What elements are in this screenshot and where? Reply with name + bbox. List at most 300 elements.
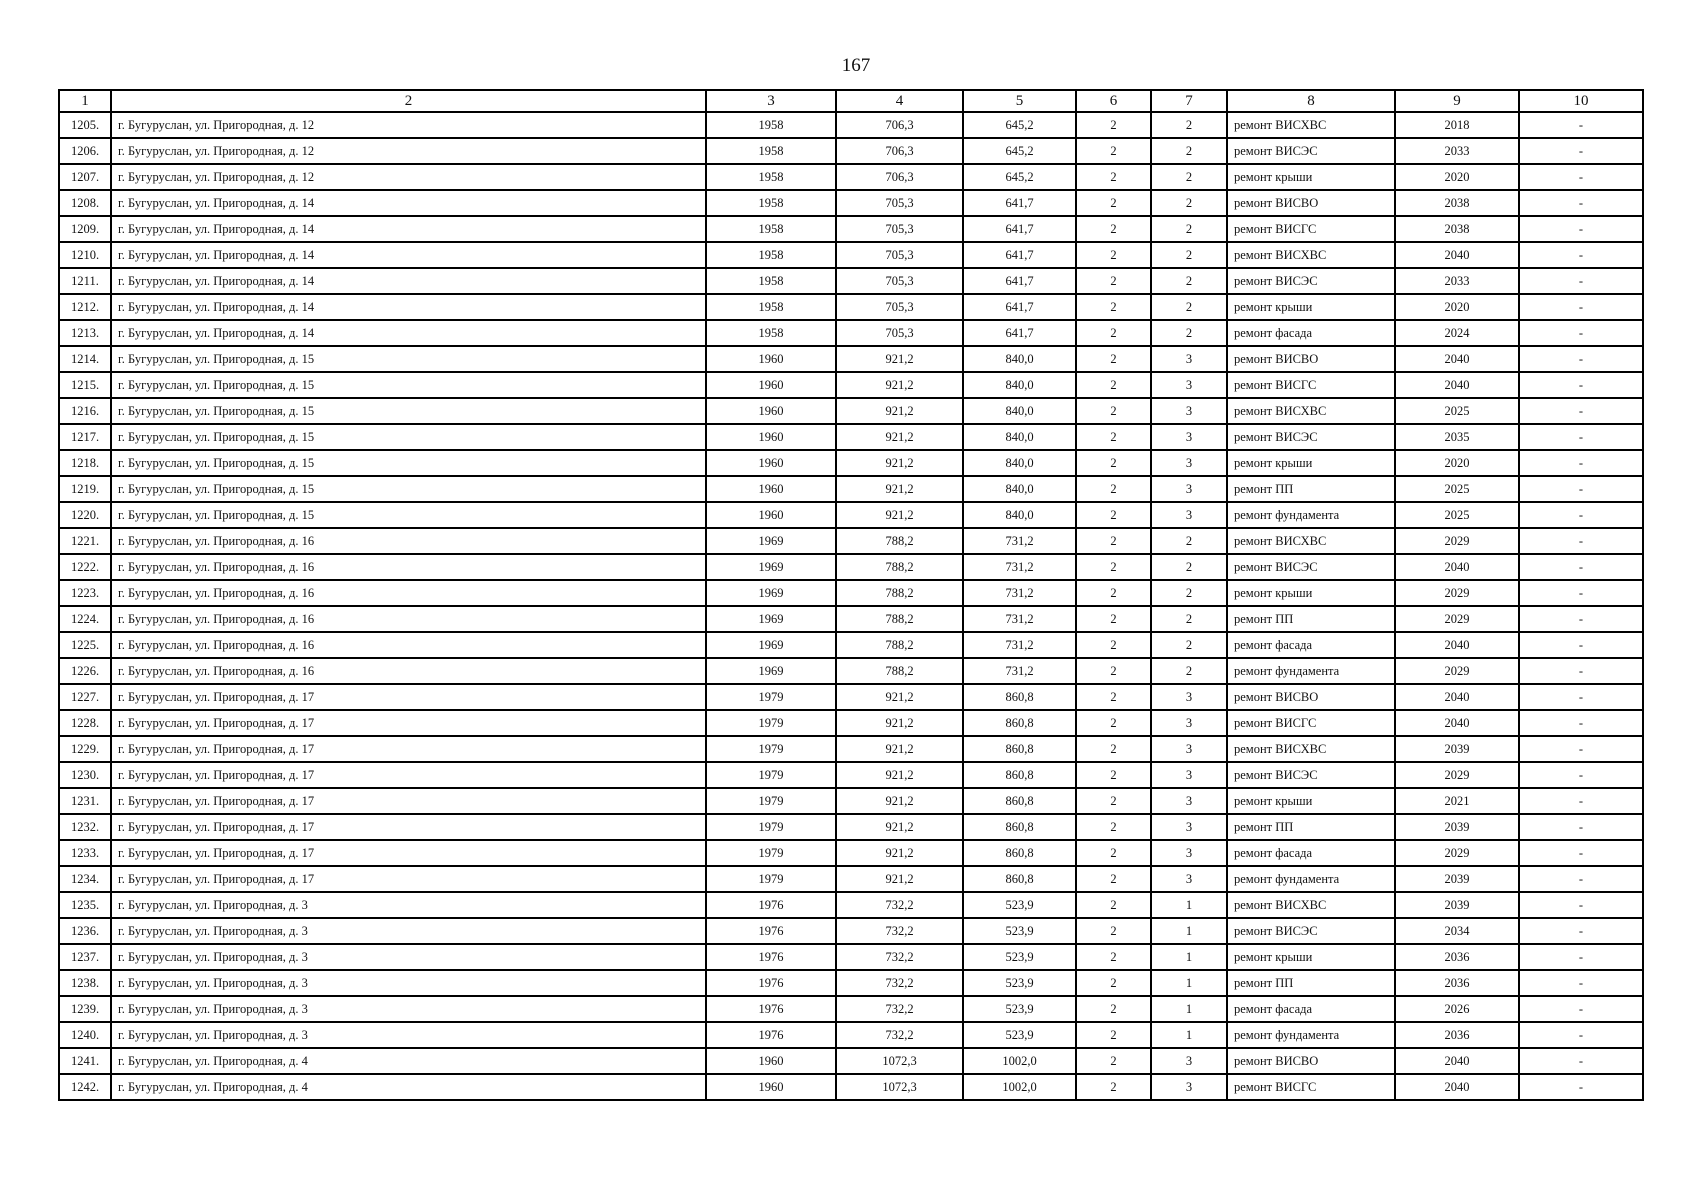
table-row (59, 528, 1643, 554)
table-row (59, 710, 1643, 736)
cell-col-8: ремонт ВИСВО (1227, 346, 1395, 372)
cell-col-3: 1969 (706, 632, 836, 658)
cell-col-1: 1226. (59, 658, 111, 684)
cell-col-1: 1214. (59, 346, 111, 372)
cell-col-2: г. Бугуруслан, ул. Пригородная, д. 16 (111, 606, 706, 632)
cell-col-9: 2018 (1395, 112, 1519, 138)
cell-col-2: г. Бугуруслан, ул. Пригородная, д. 3 (111, 918, 706, 944)
column-header-5: 5 (963, 90, 1076, 112)
cell-col-4: 705,3 (836, 320, 963, 346)
table-row (59, 320, 1643, 346)
cell-col-7: 3 (1151, 346, 1227, 372)
cell-col-3: 1969 (706, 580, 836, 606)
cell-col-3: 1958 (706, 190, 836, 216)
cell-col-6: 2 (1076, 918, 1151, 944)
cell-col-10: - (1519, 658, 1643, 684)
cell-col-5: 860,8 (963, 788, 1076, 814)
cell-col-6: 2 (1076, 788, 1151, 814)
cell-col-6: 2 (1076, 476, 1151, 502)
cell-col-2: г. Бугуруслан, ул. Пригородная, д. 15 (111, 476, 706, 502)
cell-col-10: - (1519, 996, 1643, 1022)
cell-col-5: 860,8 (963, 866, 1076, 892)
cell-col-6: 2 (1076, 450, 1151, 476)
cell-col-2: г. Бугуруслан, ул. Пригородная, д. 15 (111, 372, 706, 398)
cell-col-6: 2 (1076, 346, 1151, 372)
cell-col-8: ремонт ВИСХВС (1227, 242, 1395, 268)
cell-col-5: 731,2 (963, 554, 1076, 580)
cell-col-5: 731,2 (963, 632, 1076, 658)
table-row (59, 762, 1643, 788)
cell-col-8: ремонт ПП (1227, 970, 1395, 996)
cell-col-1: 1241. (59, 1048, 111, 1074)
cell-col-9: 2029 (1395, 606, 1519, 632)
cell-col-9: 2029 (1395, 580, 1519, 606)
cell-col-8: ремонт фундамента (1227, 502, 1395, 528)
cell-col-9: 2040 (1395, 554, 1519, 580)
cell-col-9: 2036 (1395, 970, 1519, 996)
table-row (59, 684, 1643, 710)
cell-col-2: г. Бугуруслан, ул. Пригородная, д. 17 (111, 710, 706, 736)
cell-col-7: 3 (1151, 398, 1227, 424)
cell-col-3: 1960 (706, 450, 836, 476)
cell-col-10: - (1519, 554, 1643, 580)
cell-col-6: 2 (1076, 294, 1151, 320)
cell-col-10: - (1519, 970, 1643, 996)
cell-col-3: 1969 (706, 658, 836, 684)
cell-col-4: 732,2 (836, 970, 963, 996)
cell-col-1: 1211. (59, 268, 111, 294)
cell-col-3: 1969 (706, 528, 836, 554)
cell-col-4: 1072,3 (836, 1074, 963, 1100)
cell-col-7: 1 (1151, 970, 1227, 996)
cell-col-9: 2026 (1395, 996, 1519, 1022)
cell-col-8: ремонт ВИСХВС (1227, 398, 1395, 424)
cell-col-2: г. Бугуруслан, ул. Пригородная, д. 16 (111, 632, 706, 658)
cell-col-6: 2 (1076, 320, 1151, 346)
header-row (59, 90, 1643, 112)
table-row (59, 476, 1643, 502)
cell-col-2: г. Бугуруслан, ул. Пригородная, д. 4 (111, 1074, 706, 1100)
cell-col-4: 706,3 (836, 138, 963, 164)
cell-col-2: г. Бугуруслан, ул. Пригородная, д. 14 (111, 190, 706, 216)
table-row (59, 970, 1643, 996)
cell-col-8: ремонт крыши (1227, 164, 1395, 190)
cell-col-7: 3 (1151, 814, 1227, 840)
cell-col-9: 2025 (1395, 398, 1519, 424)
cell-col-3: 1979 (706, 840, 836, 866)
cell-col-10: - (1519, 632, 1643, 658)
cell-col-4: 921,2 (836, 502, 963, 528)
cell-col-3: 1979 (706, 814, 836, 840)
cell-col-2: г. Бугуруслан, ул. Пригородная, д. 3 (111, 892, 706, 918)
table-row (59, 788, 1643, 814)
cell-col-4: 921,2 (836, 424, 963, 450)
cell-col-9: 2033 (1395, 268, 1519, 294)
cell-col-5: 1002,0 (963, 1048, 1076, 1074)
cell-col-8: ремонт ВИСЭС (1227, 918, 1395, 944)
cell-col-6: 2 (1076, 216, 1151, 242)
cell-col-1: 1233. (59, 840, 111, 866)
cell-col-3: 1960 (706, 346, 836, 372)
cell-col-7: 2 (1151, 580, 1227, 606)
cell-col-2: г. Бугуруслан, ул. Пригородная, д. 3 (111, 970, 706, 996)
cell-col-8: ремонт ПП (1227, 814, 1395, 840)
table-row (59, 216, 1643, 242)
cell-col-4: 921,2 (836, 710, 963, 736)
cell-col-3: 1958 (706, 112, 836, 138)
cell-col-10: - (1519, 164, 1643, 190)
cell-col-7: 3 (1151, 866, 1227, 892)
cell-col-2: г. Бугуруслан, ул. Пригородная, д. 14 (111, 242, 706, 268)
cell-col-8: ремонт фундамента (1227, 1022, 1395, 1048)
cell-col-4: 706,3 (836, 164, 963, 190)
cell-col-2: г. Бугуруслан, ул. Пригородная, д. 14 (111, 268, 706, 294)
cell-col-2: г. Бугуруслан, ул. Пригородная, д. 15 (111, 450, 706, 476)
cell-col-4: 788,2 (836, 658, 963, 684)
cell-col-8: ремонт ВИСВО (1227, 684, 1395, 710)
cell-col-6: 2 (1076, 1022, 1151, 1048)
cell-col-9: 2040 (1395, 710, 1519, 736)
cell-col-6: 2 (1076, 996, 1151, 1022)
table-row (59, 1022, 1643, 1048)
cell-col-10: - (1519, 840, 1643, 866)
cell-col-6: 2 (1076, 710, 1151, 736)
cell-col-3: 1958 (706, 164, 836, 190)
cell-col-5: 641,7 (963, 268, 1076, 294)
cell-col-8: ремонт ВИСГС (1227, 372, 1395, 398)
cell-col-7: 3 (1151, 450, 1227, 476)
cell-col-10: - (1519, 190, 1643, 216)
table-row (59, 944, 1643, 970)
table-row (59, 996, 1643, 1022)
cell-col-5: 840,0 (963, 398, 1076, 424)
cell-col-2: г. Бугуруслан, ул. Пригородная, д. 12 (111, 138, 706, 164)
cell-col-3: 1958 (706, 294, 836, 320)
cell-col-9: 2020 (1395, 164, 1519, 190)
cell-col-7: 2 (1151, 294, 1227, 320)
cell-col-5: 840,0 (963, 502, 1076, 528)
cell-col-5: 641,7 (963, 216, 1076, 242)
cell-col-2: г. Бугуруслан, ул. Пригородная, д. 17 (111, 788, 706, 814)
cell-col-8: ремонт ПП (1227, 476, 1395, 502)
cell-col-4: 705,3 (836, 190, 963, 216)
cell-col-3: 1976 (706, 970, 836, 996)
cell-col-2: г. Бугуруслан, ул. Пригородная, д. 17 (111, 840, 706, 866)
cell-col-9: 2040 (1395, 632, 1519, 658)
cell-col-7: 2 (1151, 528, 1227, 554)
cell-col-4: 921,2 (836, 736, 963, 762)
cell-col-4: 921,2 (836, 762, 963, 788)
cell-col-9: 2021 (1395, 788, 1519, 814)
cell-col-7: 1 (1151, 918, 1227, 944)
table-row (59, 840, 1643, 866)
cell-col-6: 2 (1076, 736, 1151, 762)
cell-col-8: ремонт фундамента (1227, 658, 1395, 684)
cell-col-6: 2 (1076, 242, 1151, 268)
cell-col-2: г. Бугуруслан, ул. Пригородная, д. 12 (111, 164, 706, 190)
cell-col-3: 1979 (706, 788, 836, 814)
cell-col-7: 3 (1151, 502, 1227, 528)
cell-col-8: ремонт крыши (1227, 294, 1395, 320)
cell-col-7: 2 (1151, 658, 1227, 684)
table-row (59, 866, 1643, 892)
cell-col-10: - (1519, 112, 1643, 138)
cell-col-10: - (1519, 736, 1643, 762)
cell-col-6: 2 (1076, 1074, 1151, 1100)
cell-col-1: 1219. (59, 476, 111, 502)
cell-col-8: ремонт фасада (1227, 840, 1395, 866)
cell-col-1: 1216. (59, 398, 111, 424)
cell-col-6: 2 (1076, 268, 1151, 294)
cell-col-1: 1222. (59, 554, 111, 580)
cell-col-8: ремонт ВИСХВС (1227, 736, 1395, 762)
cell-col-5: 860,8 (963, 684, 1076, 710)
cell-col-2: г. Бугуруслан, ул. Пригородная, д. 16 (111, 528, 706, 554)
cell-col-4: 788,2 (836, 580, 963, 606)
cell-col-5: 641,7 (963, 294, 1076, 320)
cell-col-10: - (1519, 944, 1643, 970)
cell-col-1: 1231. (59, 788, 111, 814)
cell-col-7: 2 (1151, 606, 1227, 632)
cell-col-8: ремонт ВИСХВС (1227, 892, 1395, 918)
cell-col-10: - (1519, 1074, 1643, 1100)
cell-col-10: - (1519, 528, 1643, 554)
column-header-2: 2 (111, 90, 706, 112)
cell-col-6: 2 (1076, 112, 1151, 138)
cell-col-4: 921,2 (836, 840, 963, 866)
cell-col-5: 1002,0 (963, 1074, 1076, 1100)
cell-col-5: 840,0 (963, 450, 1076, 476)
cell-col-8: ремонт фасада (1227, 996, 1395, 1022)
cell-col-9: 2033 (1395, 138, 1519, 164)
cell-col-2: г. Бугуруслан, ул. Пригородная, д. 14 (111, 294, 706, 320)
cell-col-10: - (1519, 918, 1643, 944)
cell-col-3: 1960 (706, 502, 836, 528)
cell-col-6: 2 (1076, 866, 1151, 892)
table-row (59, 554, 1643, 580)
cell-col-6: 2 (1076, 814, 1151, 840)
cell-col-8: ремонт крыши (1227, 580, 1395, 606)
cell-col-4: 788,2 (836, 554, 963, 580)
cell-col-4: 921,2 (836, 372, 963, 398)
cell-col-2: г. Бугуруслан, ул. Пригородная, д. 16 (111, 658, 706, 684)
cell-col-8: ремонт ВИСХВС (1227, 528, 1395, 554)
cell-col-7: 3 (1151, 372, 1227, 398)
cell-col-6: 2 (1076, 892, 1151, 918)
cell-col-8: ремонт ВИСЭС (1227, 424, 1395, 450)
cell-col-8: ремонт ВИСГС (1227, 1074, 1395, 1100)
table-row (59, 398, 1643, 424)
cell-col-7: 1 (1151, 1022, 1227, 1048)
cell-col-5: 860,8 (963, 840, 1076, 866)
cell-col-2: г. Бугуруслан, ул. Пригородная, д. 3 (111, 996, 706, 1022)
table-row (59, 190, 1643, 216)
cell-col-1: 1229. (59, 736, 111, 762)
cell-col-8: ремонт ВИСВО (1227, 190, 1395, 216)
cell-col-1: 1209. (59, 216, 111, 242)
cell-col-8: ремонт ВИСЭС (1227, 554, 1395, 580)
cell-col-2: г. Бугуруслан, ул. Пригородная, д. 15 (111, 346, 706, 372)
cell-col-4: 705,3 (836, 216, 963, 242)
cell-col-8: ремонт ВИСЭС (1227, 268, 1395, 294)
cell-col-9: 2029 (1395, 528, 1519, 554)
table-row (59, 658, 1643, 684)
cell-col-10: - (1519, 606, 1643, 632)
cell-col-5: 731,2 (963, 658, 1076, 684)
cell-col-9: 2040 (1395, 372, 1519, 398)
cell-col-10: - (1519, 762, 1643, 788)
cell-col-10: - (1519, 1048, 1643, 1074)
cell-col-7: 2 (1151, 554, 1227, 580)
cell-col-6: 2 (1076, 190, 1151, 216)
table-row (59, 502, 1643, 528)
cell-col-9: 2040 (1395, 684, 1519, 710)
cell-col-6: 2 (1076, 606, 1151, 632)
cell-col-2: г. Бугуруслан, ул. Пригородная, д. 4 (111, 1048, 706, 1074)
cell-col-6: 2 (1076, 372, 1151, 398)
column-header-4: 4 (836, 90, 963, 112)
cell-col-10: - (1519, 866, 1643, 892)
cell-col-6: 2 (1076, 658, 1151, 684)
cell-col-2: г. Бугуруслан, ул. Пригородная, д. 17 (111, 866, 706, 892)
column-header-8: 8 (1227, 90, 1395, 112)
column-header-3: 3 (706, 90, 836, 112)
cell-col-10: - (1519, 450, 1643, 476)
table-row (59, 918, 1643, 944)
cell-col-7: 2 (1151, 138, 1227, 164)
cell-col-7: 2 (1151, 268, 1227, 294)
cell-col-7: 3 (1151, 424, 1227, 450)
cell-col-9: 2040 (1395, 346, 1519, 372)
cell-col-7: 1 (1151, 892, 1227, 918)
cell-col-8: ремонт ВИСХВС (1227, 112, 1395, 138)
cell-col-3: 1969 (706, 554, 836, 580)
cell-col-4: 921,2 (836, 476, 963, 502)
cell-col-3: 1976 (706, 918, 836, 944)
cell-col-6: 2 (1076, 398, 1151, 424)
cell-col-1: 1215. (59, 372, 111, 398)
cell-col-1: 1205. (59, 112, 111, 138)
cell-col-5: 860,8 (963, 814, 1076, 840)
cell-col-7: 3 (1151, 684, 1227, 710)
cell-col-5: 840,0 (963, 372, 1076, 398)
cell-col-5: 523,9 (963, 1022, 1076, 1048)
cell-col-8: ремонт ВИСГС (1227, 710, 1395, 736)
table-row (59, 346, 1643, 372)
cell-col-3: 1976 (706, 1022, 836, 1048)
cell-col-5: 523,9 (963, 892, 1076, 918)
cell-col-3: 1960 (706, 1048, 836, 1074)
cell-col-4: 1072,3 (836, 1048, 963, 1074)
cell-col-2: г. Бугуруслан, ул. Пригородная, д. 17 (111, 684, 706, 710)
cell-col-10: - (1519, 892, 1643, 918)
cell-col-10: - (1519, 320, 1643, 346)
table-row (59, 450, 1643, 476)
column-header-6: 6 (1076, 90, 1151, 112)
cell-col-6: 2 (1076, 138, 1151, 164)
cell-col-1: 1208. (59, 190, 111, 216)
cell-col-4: 921,2 (836, 450, 963, 476)
cell-col-7: 3 (1151, 710, 1227, 736)
cell-col-3: 1960 (706, 1074, 836, 1100)
cell-col-3: 1976 (706, 944, 836, 970)
cell-col-3: 1960 (706, 372, 836, 398)
cell-col-5: 523,9 (963, 996, 1076, 1022)
table-row (59, 242, 1643, 268)
cell-col-3: 1979 (706, 762, 836, 788)
cell-col-3: 1969 (706, 606, 836, 632)
cell-col-9: 2024 (1395, 320, 1519, 346)
cell-col-10: - (1519, 710, 1643, 736)
cell-col-5: 840,0 (963, 424, 1076, 450)
table-row (59, 1048, 1643, 1074)
cell-col-4: 705,3 (836, 242, 963, 268)
cell-col-3: 1960 (706, 476, 836, 502)
cell-col-4: 921,2 (836, 788, 963, 814)
cell-col-1: 1225. (59, 632, 111, 658)
cell-col-2: г. Бугуруслан, ул. Пригородная, д. 16 (111, 554, 706, 580)
cell-col-3: 1958 (706, 268, 836, 294)
cell-col-3: 1979 (706, 736, 836, 762)
cell-col-3: 1958 (706, 242, 836, 268)
cell-col-1: 1237. (59, 944, 111, 970)
cell-col-5: 645,2 (963, 164, 1076, 190)
cell-col-8: ремонт крыши (1227, 944, 1395, 970)
table-row (59, 1074, 1643, 1100)
cell-col-1: 1207. (59, 164, 111, 190)
cell-col-7: 3 (1151, 736, 1227, 762)
cell-col-6: 2 (1076, 840, 1151, 866)
cell-col-7: 3 (1151, 476, 1227, 502)
cell-col-10: - (1519, 580, 1643, 606)
cell-col-1: 1235. (59, 892, 111, 918)
cell-col-8: ремонт фундамента (1227, 866, 1395, 892)
cell-col-1: 1238. (59, 970, 111, 996)
cell-col-8: ремонт ВИСГС (1227, 216, 1395, 242)
cell-col-9: 2039 (1395, 814, 1519, 840)
cell-col-6: 2 (1076, 424, 1151, 450)
cell-col-9: 2020 (1395, 450, 1519, 476)
cell-col-10: - (1519, 138, 1643, 164)
cell-col-2: г. Бугуруслан, ул. Пригородная, д. 12 (111, 112, 706, 138)
cell-col-7: 2 (1151, 320, 1227, 346)
cell-col-1: 1213. (59, 320, 111, 346)
cell-col-4: 921,2 (836, 866, 963, 892)
cell-col-6: 2 (1076, 684, 1151, 710)
cell-col-2: г. Бугуруслан, ул. Пригородная, д. 15 (111, 398, 706, 424)
cell-col-5: 860,8 (963, 710, 1076, 736)
cell-col-2: г. Бугуруслан, ул. Пригородная, д. 17 (111, 762, 706, 788)
cell-col-4: 732,2 (836, 944, 963, 970)
cell-col-1: 1223. (59, 580, 111, 606)
cell-col-1: 1220. (59, 502, 111, 528)
cell-col-2: г. Бугуруслан, ул. Пригородная, д. 3 (111, 1022, 706, 1048)
cell-col-7: 3 (1151, 1048, 1227, 1074)
cell-col-6: 2 (1076, 970, 1151, 996)
cell-col-6: 2 (1076, 762, 1151, 788)
cell-col-5: 523,9 (963, 970, 1076, 996)
cell-col-3: 1979 (706, 866, 836, 892)
cell-col-10: - (1519, 398, 1643, 424)
table-row (59, 268, 1643, 294)
table-row (59, 892, 1643, 918)
cell-col-3: 1958 (706, 216, 836, 242)
cell-col-1: 1234. (59, 866, 111, 892)
cell-col-9: 2025 (1395, 502, 1519, 528)
cell-col-10: - (1519, 294, 1643, 320)
cell-col-3: 1979 (706, 710, 836, 736)
table-row (59, 814, 1643, 840)
